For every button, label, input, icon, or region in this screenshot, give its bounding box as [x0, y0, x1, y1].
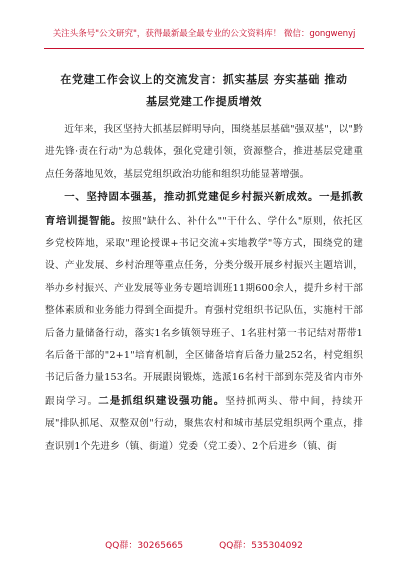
document-title-line-2: 基层党建工作提质增效 — [146, 95, 262, 108]
document-title-line-1: 在党建工作会议上的交流发言：抓实基层 夯实基础 推动 — [60, 73, 348, 86]
document-body — [45, 119, 363, 458]
section-1-subheading-2: 二是抓组织建设强功能。 — [98, 394, 226, 407]
footer — [0, 538, 408, 551]
intro-paragraph: 近年来，我区坚持大抓基层鲜明导向，围绕基层基础"强双基"，以"黔进先锋·责在行动"为总载体，强化党建引领，资源整合，推进基层党建重点任务落地见效，基层党组织政治功能和组织功能显著增强。 — [45, 124, 363, 180]
section-1-subheading-1: 一是抓教育培训提智能。 — [45, 191, 363, 227]
section-1-text-2: 坚持抓两头、带中间，持续开展"排队抓尾、双整双创"行动，聚焦农村和城市基层党组织两个重点，排查识别1个先进乡（镇、街道）党委（党工委）、2个后进乡（镇、街 — [45, 395, 363, 452]
section-1-text-1: 按照"缺什么、补什么""干什么、学什么"原则，依托区乡党校阵地，采取"理论授课+书记交流+实地教学"等方式，围绕党的建设、产业发展、乡村治理等重点任务，分类分级开展乡村振兴主题培训，举办乡村振兴、产业发展等业务专题培训班11期600余人，提升乡村干部整体素质和业务能力得到全面提升。育强村党组织书记队伍，实施村干部后备力量储备行动，落实1名乡镇领导班子、1名驻村第一书记结对帮带1名后备干部的"2+1"培育机制，全区储备培育后备力量252名，村党组织书记后备力量153名。开展跟岗锻炼，选派16名村干部到东莞及省内市外跟岗学习。 — [45, 215, 363, 407]
top-banner: 关注头条号"公文研究"，获得最新最全最专业的公文资料库！ 微信：gongwenyj — [52, 29, 356, 39]
footer-qq-group-1: QQ群：30265665 — [105, 541, 184, 551]
section-1-paragraph — [45, 186, 363, 458]
header-divider — [44, 48, 364, 49]
footer-qq-group-2: QQ群：535304092 — [219, 541, 303, 551]
section-1-heading: 一、坚持固本强基，推动抓党建促乡村振兴新成效。 — [64, 191, 320, 204]
